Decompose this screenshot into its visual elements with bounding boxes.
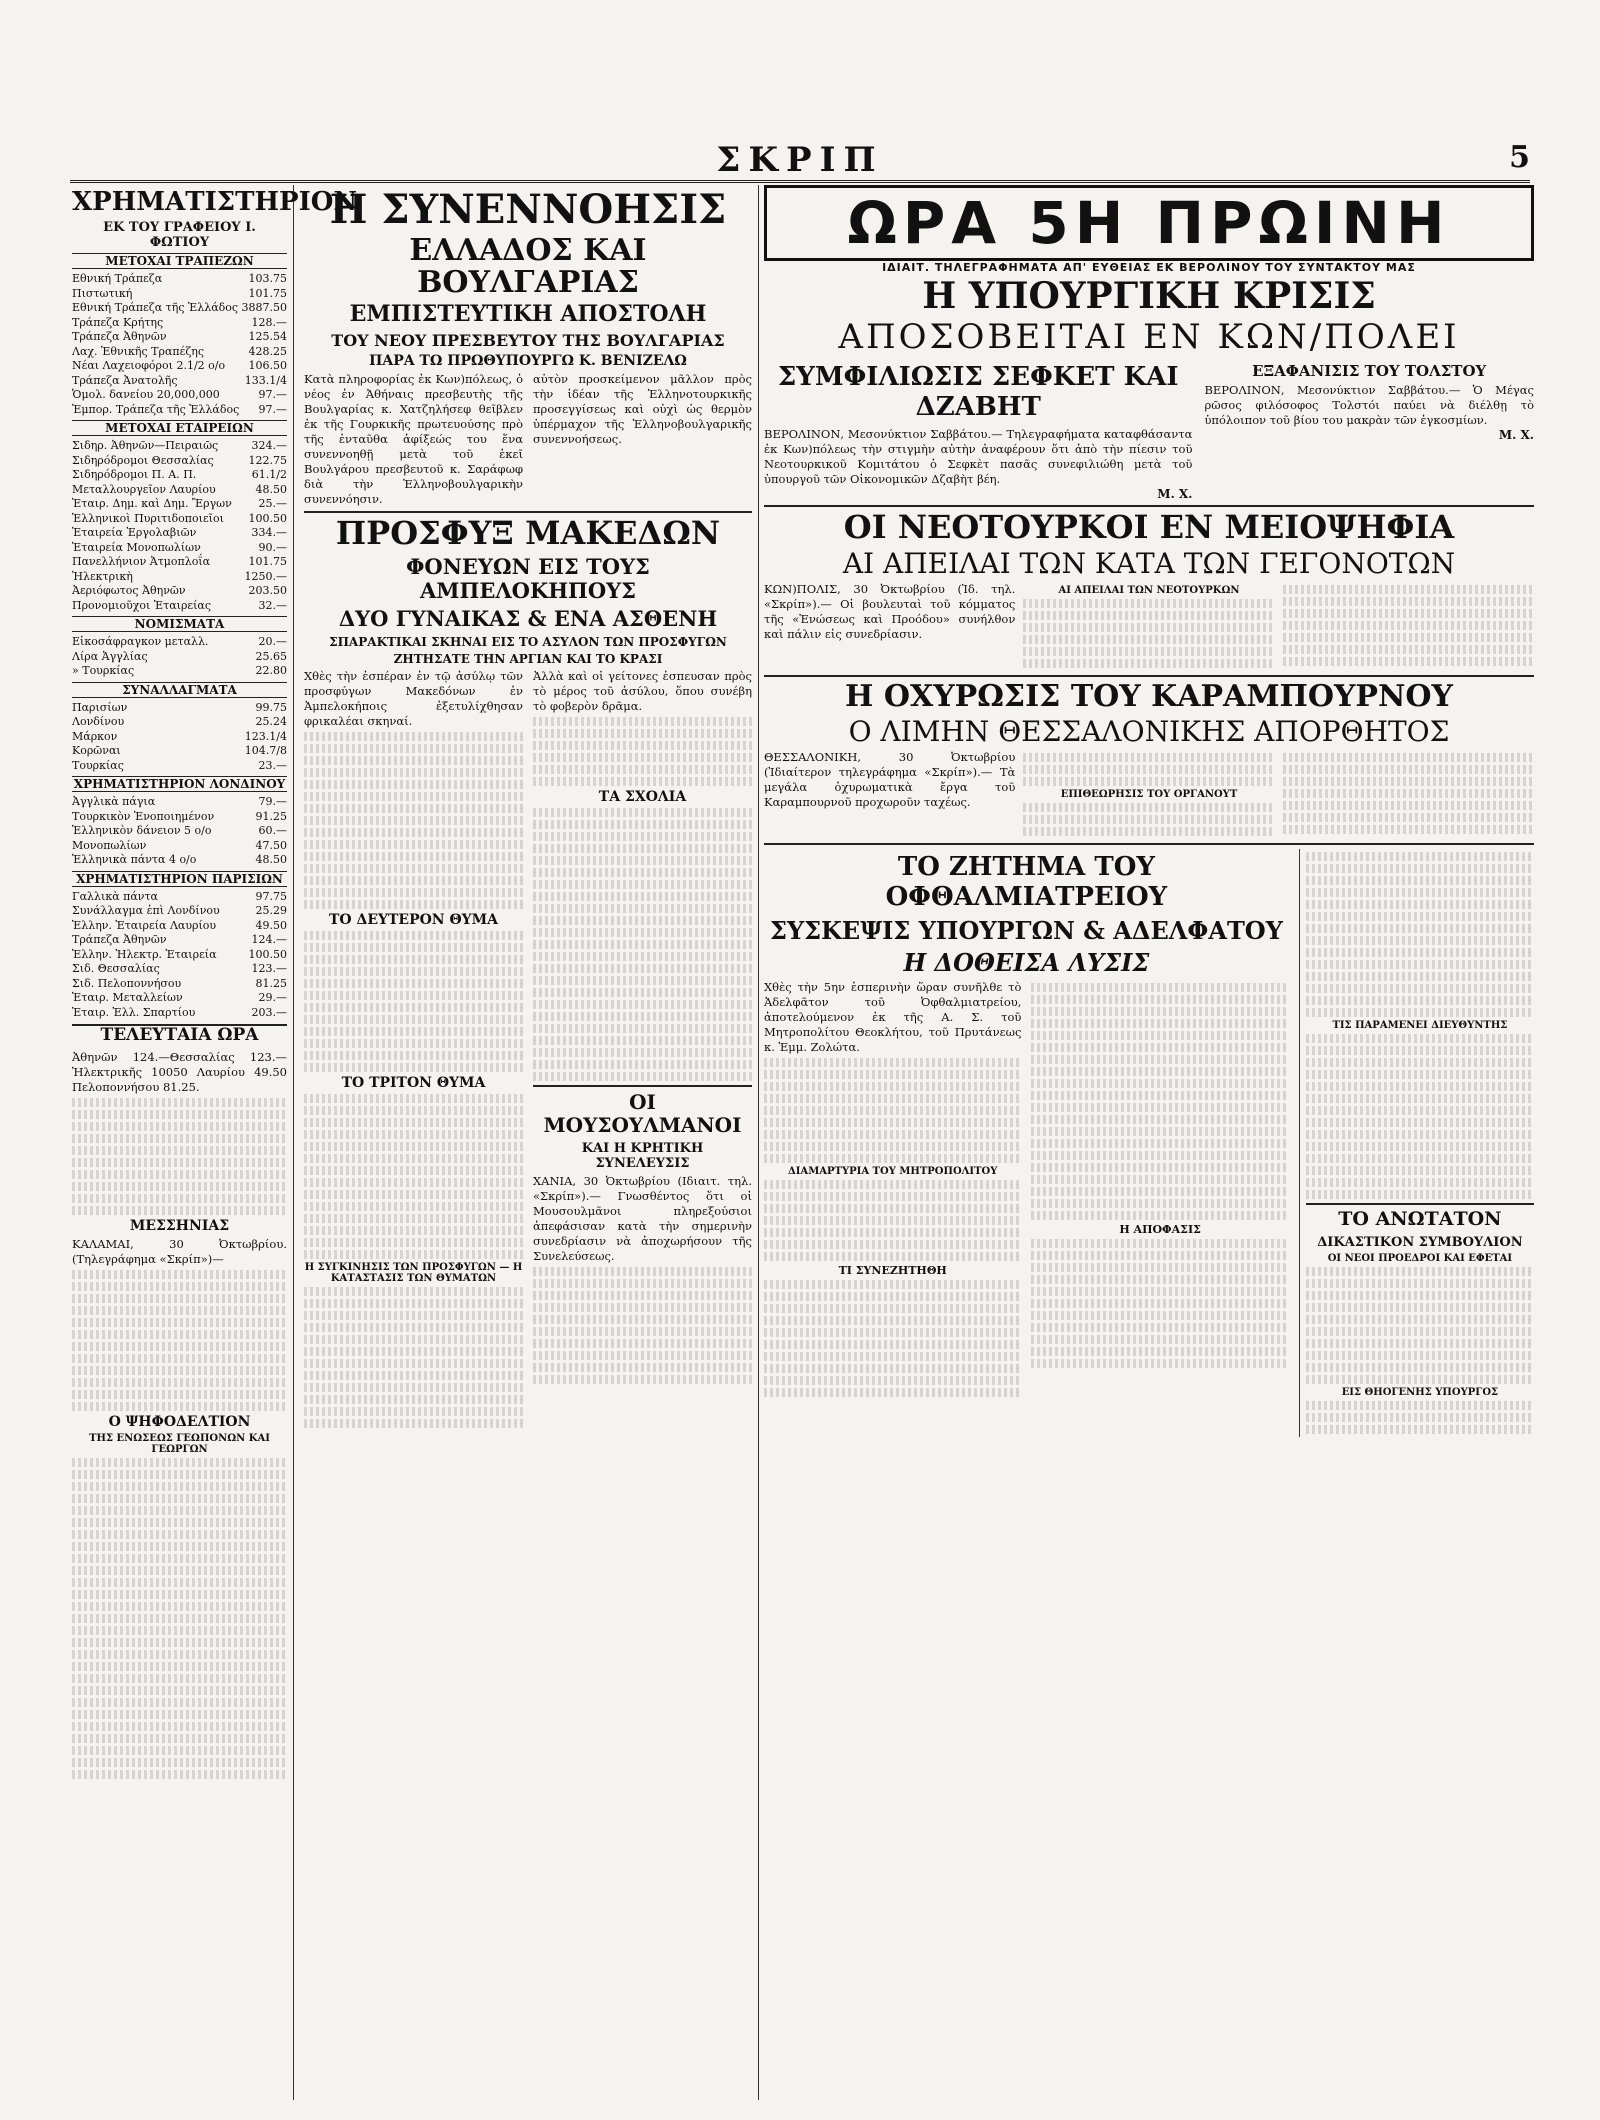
quote-row	[72, 345, 287, 360]
quote-name: Νέαι Λαχειοφόροι 2.1/2 ο/ο	[72, 359, 226, 373]
quote-row	[72, 715, 287, 730]
quote-name: Ἑταιρ. Ἑλλ. Σπαρτίου	[72, 1005, 196, 1019]
quote-value: 106.50	[248, 359, 287, 373]
quote-row	[72, 701, 287, 716]
quote-value: 100.50	[248, 511, 287, 525]
agreement-subheadline: ΕΛΛΑΔΟΣ ΚΑΙ ΒΟΥΛΓΑΡΙΑΣ	[409, 233, 647, 300]
quote-name: Ὁμολ. δανείου 20,000,000	[72, 388, 220, 402]
quote-name: Ἑλλην. Ἑταιρεία Λαυρίου	[72, 918, 217, 932]
bank-shares-heading: ΜΕΤΟΧΑΙ ΤΡΑΠΕΖΩΝ	[72, 253, 287, 269]
quote-row	[72, 483, 287, 498]
quote-name: Τράπεζα Ἀνατολῆς	[72, 373, 178, 387]
paris-list	[72, 890, 287, 1021]
quote-value: 101.75	[248, 555, 287, 569]
quote-value: 97.75	[255, 889, 287, 903]
reconciliation-text: ΒΕΡΟΛΙΝΟΝ, Μεσονύκτιον Σαββάτου.— Τηλεγραφήματα καταφθάσαντα ἐκ Κων)πόλεως τὴν στιγμὴν αὐτὴν ἀναφέρουν ὅτι ἀπὸ τὴν πίεσιν τοῦ Νεοτουρκικοῦ Κομιτάτου ὁ Σεφκὲτ πασᾶς συνεφιλιώθη μετὰ τοῦ ὑπουργοῦ τῶν Οἰκονομικῶν Δζαβὴτ βέη.	[764, 427, 1193, 487]
confidential-mission: ΕΜΠΙΣΤΕΥΤΙΚΗ ΑΠΟΣΤΟΛΗ	[349, 301, 707, 327]
muslims-text: ΧΑΝΙΑ, 30 Ὀκτωβρίου (Ιδιαιτ. τηλ. «Σκρίπ»).— Γνωσθέντος ὅτι οἱ Μουσουλμᾶνοι πληρεξούσιοι ἀπεφάσισαν κατὰ τὴν σημερινὴν συνεδρίασιν νὰ ἀποχωρήσουν τῆς Συνελεύσεως.	[533, 1174, 752, 1264]
masthead	[70, 140, 1530, 183]
last-hour-heading: ΤΕΛΕΥΤΑΙΑ ΩΡΑ	[72, 1024, 287, 1046]
quote-value: 103.75	[248, 272, 287, 286]
right-column	[758, 185, 1534, 2100]
quote-row	[72, 890, 287, 905]
quote-value: 123.1/4	[244, 729, 287, 743]
quote-value: 79.—	[258, 795, 287, 809]
quote-row	[72, 853, 287, 868]
quote-value: 81.25	[255, 976, 287, 990]
quote-value: 125.54	[248, 330, 287, 344]
quote-value: 1250.—	[244, 569, 287, 583]
quote-name: » Τουρκίας	[72, 664, 135, 678]
crisis-averted-headline: ΑΠΟΣΟΒΕΙΤΑΙ ΕΝ ΚΩΝ/ΠΟΛΕΙ	[838, 316, 1460, 357]
quote-value: 25.24	[255, 715, 287, 729]
quote-name: Ἑταιρ. Δημ. καὶ Δημ. Ἔργων	[72, 497, 232, 511]
quote-name: Λαχ. Ἐθνικῆς Τραπέζης	[72, 344, 205, 358]
quote-name: Ἐμπορ. Τράπεζα τῆς Ἑλλάδος	[72, 402, 240, 416]
muslims-headline: ΟΙ ΜΟΥΣΟΥΛΜΑΝΟΙ	[543, 1090, 742, 1138]
quote-name: Κορῶναι	[72, 744, 121, 758]
quote-row	[72, 584, 287, 599]
quote-row	[72, 933, 287, 948]
quote-name: Προνομιοῦχοι Ἑταιρείας	[72, 598, 212, 612]
quote-name: Πανελλήνιον Ἀτμοπλοΐα	[72, 555, 211, 569]
berlin-telegrams-note: ΙΔΙΑΙΤ. ΤΗΛΕΓΡΑΦΗΜΑΤΑ ΑΠ' ΕΥΘΕΙΑΣ ΕΚ ΒΕΡΟΛΙΝΟΥ ΤΟΥ ΣΥΝΤΑΚΤΟΥ ΜΑΣ	[882, 261, 1416, 274]
quote-value: 203.—	[251, 1005, 287, 1019]
quote-name: Λονδίνου	[72, 715, 125, 729]
quote-value: 29.—	[258, 991, 287, 1005]
quote-row	[72, 744, 287, 759]
quote-row	[72, 962, 287, 977]
judicial-council-headline: ΔΙΚΑΣΤΙΚΟΝ ΣΥΜΒΟΥΛΙΟΝ	[1317, 1234, 1523, 1250]
quote-row	[72, 526, 287, 541]
messinia-text: ΚΑΛΑΜΑΙ, 30 Ὀκτωβρίου. (Τηλεγράφημα «Σκρίπ»)—	[72, 1236, 287, 1266]
early-news-banner: ΩΡΑ 5Η ΠΡΩΙΝΗ	[764, 185, 1534, 261]
bureau-title: ΕΚ ΤΟΥ ΓΡΑΦΕΙΟΥ Ι. ΦΩΤΙΟΥ	[103, 220, 256, 251]
quote-value: 25.—	[258, 497, 287, 511]
quote-value: 101.75	[248, 286, 287, 300]
quote-value: 47.50	[255, 838, 287, 852]
inspection-subheading: ΕΠΙΘΕΩΡΗΣΙΣ ΤΟΥ ΟΡΓΑΝΟΥΤ	[1060, 789, 1238, 801]
quote-name: Παρισίων	[72, 700, 128, 714]
quote-name: Σιδ. Θεσσαλίας	[72, 962, 160, 976]
quote-value: 123.—	[251, 962, 287, 976]
young-turks-text: ΚΩΝ)ΠΟΛΙΣ, 30 Ὀκτωβρίου (Ἰδ. τηλ. «Σκρίπ»).— Οἱ βουλευταὶ τοῦ κόμματος τῆς «Ἑνώσεως καὶ Προόδου» συνήλθον καὶ πάλιν εἰς συνεδρίασιν.	[764, 582, 1016, 642]
quote-row	[72, 810, 287, 825]
solution-headline: Η ΔΟΘΕΙΣΑ ΛΥΣΙΣ	[903, 947, 1150, 977]
london-list	[72, 795, 287, 868]
venizelos-line: ΠΑΡΑ ΤΩ ΠΡΩΘΥΠΟΥΡΓΩ Κ. ΒΕΝΙΖΕΛΩ	[369, 353, 687, 370]
page-number: 5	[1509, 140, 1530, 175]
ministerial-crisis-headline: Η ΥΠΟΥΡΓΙΚΗ ΚΡΙΣΙΣ	[922, 275, 1376, 317]
reconciliation-signature: Μ. Χ.	[1157, 487, 1193, 502]
refugee-text-2: Ἀλλὰ καὶ οἱ γείτονες ἐσπευσαν πρὸς τὸ μέρος τοῦ ἀσύλου, ὅπου συνέβη τὸ φοβερὸν δρᾶμα.	[533, 669, 752, 714]
tolstoy-text: ΒΕΡΟΛΙΝΟΝ, Μεσονύκτιον Σαββάτου.— Ὁ Μέγας ρῶσος φιλόσοφος Τολστόι παύει νὰ διέλθῃ τὸ ὑπόλοιπον τοῦ βίου του μακρὰν τῶν ἐγκοσμίων.	[1204, 383, 1534, 428]
ballot-heading: Ο ΨΗΦΟΔΕΛΤΙΟΝ	[108, 1413, 251, 1430]
quote-row	[72, 272, 287, 287]
karaburnu-text: ΘΕΣΣΑΛΟΝΙΚΗ, 30 Ὀκτωβρίου (Ἰδιαίτερον τηλεγράφημα «Σκρίπ»).— Τὰ μεγάλα ὀχυρωματικὰ ἔργα τοῦ Καραμπουρνοῦ προχωροῦν ταχέως.	[764, 750, 1016, 810]
quote-value: 324.—	[251, 439, 287, 453]
currency-heading: ΝΟΜΙΣΜΑΤΑ	[72, 616, 287, 632]
agreement-text-1: Κατὰ πληροφορίας ἐκ Κων)πόλεως, ὁ νέος ἐν Ἀθήναις πρεσβευτὴς τῆς Βουλγαρίας κ. Χατζηλήσεφ θεῖβλεν ἐκ τῆς Γουρκικῆς πρωτευούσης πρὸ τῆς ἐνταῦθα ἀφίξεώς του ἕνα συνεννοηθῇ μετὰ τοῦ ἐκεῖ Βουλγάρου πρεσβευτοῦ κ. Σαράφωφ διὰ τὴν Ἑλληνοβουλγαρικὴν συνεννόησιν.	[304, 372, 523, 507]
quote-row	[72, 454, 287, 469]
quote-row	[72, 904, 287, 919]
paris-heading: ΧΡΗΜΑΤΙΣΤΗΡΙΟΝ ΠΑΡΙΣΙΩΝ	[72, 871, 287, 887]
quote-name: Εἰκοσάφραγκον μεταλλ.	[72, 635, 209, 649]
company-shares-list	[72, 439, 287, 613]
quote-value: 122.75	[248, 453, 287, 467]
quote-name: Ἑταιρεία Ἐργολαβιῶν	[72, 526, 197, 540]
quote-value: 25.29	[255, 904, 287, 918]
quote-name: Σιδηρόδρομοι Π. Α. Π.	[72, 468, 197, 482]
quote-row	[72, 512, 287, 527]
ballot-subheading: ΤΗΣ ΕΝΩΣΕΩΣ ΓΕΩΠΟΝΩΝ ΚΑΙ ΓΕΩΡΓΩΝ	[89, 1432, 270, 1455]
quote-value: 133.1/4	[244, 373, 287, 387]
discussed-subheading: ΤΙ ΣΥΝΕΖΗΤΗΘΗ	[838, 1264, 947, 1278]
quote-name: Τράπεζα Ἀθηνῶν	[72, 330, 167, 344]
quote-name: Ἑταιρεία Μονοπωλίων	[72, 540, 201, 554]
quote-value: 61.1/2	[251, 468, 287, 482]
quote-row	[72, 948, 287, 963]
quote-name: Τράπεζα Κρήτης	[72, 315, 164, 329]
refugee-text-1: Χθὲς τὴν ἑσπέραν ἐν τῷ ἀσύλῳ τῶν προσφύγων Μακεδόνων ἐν Ἀμπελοκήποις ἐξετυλίχθησαν φρικαλέαι σκηναί.	[304, 669, 523, 729]
quote-name: Ἑλληνικὸν δάνειον 5 ο/ο	[72, 824, 212, 838]
quote-value: 25.65	[255, 649, 287, 663]
quote-name: Σιδ. Πελοποννήσου	[72, 976, 182, 990]
refugee-emotion-heading: Η ΣΥΓΚΙΝΗΣΙΣ ΤΩΝ ΠΡΟΣΦΥΓΩΝ — Η ΚΑΤΑΣΤΑΣΙΣ ΤΩΝ ΘΥΜΑΤΩΝ	[304, 1262, 523, 1285]
quote-name: Ἠλεκτρικὴ	[72, 569, 133, 583]
refugee-victims: ΔΥΟ ΓΥΝΑΙΚΑΣ & ΕΝΑ ΑΣΘΕΝΗ	[338, 606, 718, 632]
quote-row	[72, 468, 287, 483]
quote-row	[72, 359, 287, 374]
second-victim-heading: ΤΟ ΔΕΥΤΕΡΟΝ ΘΥΜΑ	[328, 912, 499, 929]
exchange-list	[72, 701, 287, 774]
quote-row	[72, 795, 287, 810]
quote-value: 49.50	[255, 918, 287, 932]
middle-column	[298, 185, 759, 2100]
comments-heading: ΤΑ ΣΧΟΛΙΑ	[598, 789, 687, 806]
karaburnu-headline: Η ΟΧΥΡΩΣΙΣ ΤΟΥ ΚΑΡΑΜΠΟΥΡΝΟΥ	[845, 679, 1453, 715]
quote-value: 48.50	[255, 853, 287, 867]
quote-value: 128.—	[251, 315, 287, 329]
stock-exchange-title: ΧΡΗΜΑΤΙΣΤΗΡΙΟΝ	[72, 187, 358, 217]
quote-row	[72, 977, 287, 992]
quote-value: 32.—	[258, 598, 287, 612]
quote-row	[72, 330, 287, 345]
quote-value: 23.—	[258, 758, 287, 772]
director-subheading: ΤΙΣ ΠΑΡΑΜΕΝΕΙ ΔΙΕΥΘΥΝΤΗΣ	[1332, 1020, 1508, 1032]
quote-row	[72, 316, 287, 331]
london-heading: ΧΡΗΜΑΤΙΣΤΗΡΙΟΝ ΛΟΝΔΙΝΟΥ	[73, 777, 286, 792]
quote-value: 91.25	[255, 809, 287, 823]
supreme-council-headline: ΤΟ ΑΝΩΤΑΤΟΝ	[1338, 1208, 1502, 1231]
messinia-heading: ΜΕΣΣΗΝΙΑΣ	[129, 1217, 230, 1234]
minister-subheading: ΕΙΣ ΘΗΟΓΕΝΗΣ ΥΠΟΥΡΓΟΣ	[1341, 1386, 1499, 1398]
quote-row	[72, 388, 287, 403]
quote-row	[72, 824, 287, 839]
quote-name: Σιδηρ. Ἀθηνῶν—Πειραιῶς	[72, 439, 219, 453]
quote-value: 48.50	[255, 482, 287, 496]
quote-row	[72, 1006, 287, 1021]
quote-name: Ἀεριόφωτος Ἀθηνῶν	[72, 584, 186, 598]
quote-row	[72, 599, 287, 614]
refugee-demand: ΖΗΤΗΣΑΤΕ ΤΗΝ ΑΡΓΙΑΝ ΚΑΙ ΤΟ ΚΡΑΣΙ	[393, 652, 663, 667]
agreement-text-2: αὐτὸν προσκείμενον μᾶλλον πρὸς τὴν ἰδέαν τῆς Ἑλληνοτουρκικῆς προσεγγίσεως καὶ οὐχὶ ὡς θερμὸν ὑπέρμαχον τῆς Ἑλληνοβουλγαρικῆς συνεννοήσεως.	[533, 372, 752, 447]
quote-value: 203.50	[248, 584, 287, 598]
quote-row	[72, 403, 287, 418]
quote-value: 60.—	[258, 824, 287, 838]
quote-row	[72, 374, 287, 389]
thessaloniki-port-headline: Ο ΛΙΜΗΝ ΘΕΣΣΑΛΟΝΙΚΗΣ ΑΠΟΡΘΗΤΟΣ	[848, 714, 1450, 748]
quote-name: Μεταλλουργεῖον Λαυρίου	[72, 482, 216, 496]
young-turks-headline: ΟΙ ΝΕΟΤΟΥΡΚΟΙ ΕΝ ΜΕΙΟΨΗΦΙΑ	[843, 508, 1455, 547]
tolstoy-headline: ΕΞΑΦΑΝΙΣΙΣ ΤΟΥ ΤΟΛΣΤΟΥ	[1252, 362, 1487, 381]
threats-subheading: ΑΙ ΑΠΕΙΛΑΙ ΤΩΝ ΝΕΟΤΟΥΡΚΩΝ	[1058, 585, 1240, 597]
quote-value: 97.—	[258, 402, 287, 416]
quote-row	[72, 650, 287, 665]
quote-row	[72, 759, 287, 774]
ophthalmic-headline: ΤΟ ΖΗΤΗΜΑ ΤΟΥ ΟΦΘΑΛΜΙΑΤΡΕΙΟΥ	[885, 852, 1168, 913]
quote-value: 334.—	[251, 526, 287, 540]
ophthalmic-text: Χθὲς τὴν 5ην ἑσπερινὴν ὥραν συνῆλθε τὸ Ἀδελφᾶτον τοῦ Ὀφθαλμιατρείου, ἀποτελούμενον ἐκ τῆς Α. Σ. τοῦ Μητροπολίτου Θεοκλήτου, τοῦ Πρυτάνεως κ. Ἐμμ. Ζολώτα.	[764, 980, 1022, 1055]
quote-value: 99.75	[255, 700, 287, 714]
currency-list	[72, 635, 287, 679]
quote-value: 22.80	[255, 664, 287, 678]
quote-value: 104.7/8	[244, 744, 287, 758]
quote-row	[72, 570, 287, 585]
bank-shares-list	[72, 272, 287, 417]
quote-name: Ἑλληνικοὶ Πυριτιδοποιεῖοι	[72, 511, 224, 525]
quote-row	[72, 497, 287, 512]
new-presidents-subheading: ΟΙ ΝΕΟΙ ΠΡΟΕΔΡΟΙ ΚΑΙ ΕΦΕΤΑΙ	[1327, 1252, 1513, 1264]
quote-row	[72, 839, 287, 854]
quote-value: 100.50	[248, 947, 287, 961]
quote-name: Τουρκικὸν Ἑνοποιημένον	[72, 809, 215, 823]
newspaper-title: ΣΚΡΙΠ	[716, 140, 884, 180]
exchange-heading: ΣΥΝΑΛΛΑΓΜΑΤΑ	[72, 682, 287, 698]
stock-exchange-column	[72, 185, 358, 2100]
quote-name: Εθνική Τράπεζα	[72, 272, 163, 286]
quote-name: Ἑλληνικὰ πάντα 4 ο/ο	[72, 853, 197, 867]
quote-name: Λίρα Ἀγγλίας	[72, 649, 148, 663]
quote-value: 428.25	[248, 344, 287, 358]
quote-name: Τουρκίας	[72, 758, 124, 772]
company-shares-heading: ΜΕΤΟΧΑΙ ΕΤΑΙΡΕΙΩΝ	[72, 420, 287, 436]
quote-row	[72, 730, 287, 745]
quote-name: Συνάλλαγμα ἐπὶ Λονδίνου	[72, 904, 220, 918]
refugee-subheadline: ΦΟΝΕΥΩΝ ΕΙΣ ΤΟΥΣ ΑΜΠΕΛΟΚΗΠΟΥΣ	[406, 553, 650, 604]
quote-value: 90.—	[258, 540, 287, 554]
reconciliation-headline: ΣΥΜΦΙΛΙΩΣΙΣ ΣΕΦΚΕΤ ΚΑΙ ΔΖΑΒΗΤ	[777, 362, 1179, 423]
cretan-assembly-headline: ΚΑΙ Η ΚΡΗΤΙΚΗ ΣΥΝΕΛΕΥΣΙΣ	[581, 1141, 704, 1172]
quote-row	[72, 439, 287, 454]
protest-subheading: ΔΙΑΜΑΡΤΥΡΙΑ ΤΟΥ ΜΗΤΡΟΠΟΛΙΤΟΥ	[788, 1166, 998, 1178]
ministers-meeting-headline: ΣΥΣΚΕΨΙΣ ΥΠΟΥΡΓΩΝ & ΑΔΕΛΦΑΤΟΥ	[769, 915, 1283, 945]
quote-name: Εθνική Τράπεζα τῆς Ἑλλάδος	[72, 301, 239, 315]
quote-name: Σιδηρόδρομοι Θεσσαλίας	[72, 453, 214, 467]
quote-value: 97.—	[258, 388, 287, 402]
young-turks-threats: ΑΙ ΑΠΕΙΛΑΙ ΤΩΝ ΚΑΤΑ ΤΩΝ ΓΕΓΟΝΟΤΩΝ	[842, 546, 1456, 580]
quote-row	[72, 635, 287, 650]
quote-name: Πιστωτική	[72, 286, 133, 300]
quote-name: Μάρκον	[72, 729, 118, 743]
tolstoy-signature: Μ. Χ.	[1498, 428, 1534, 443]
ambassador-line: ΤΟΥ ΝΕΟΥ ΠΡΕΣΒΕΥΤΟΥ ΤΗΣ ΒΟΥΛΓΑΡΙΑΣ	[331, 331, 725, 351]
quote-name: Ἑλλην. Ἠλεκτρ. Ἑταιρεία	[72, 947, 217, 961]
quote-value: 3887.50	[241, 301, 287, 315]
quote-row	[72, 555, 287, 570]
quote-name: Γαλλικὰ πάντα	[72, 889, 158, 903]
quote-row	[72, 919, 287, 934]
quote-value: 124.—	[251, 933, 287, 947]
quote-row	[72, 287, 287, 302]
refugee-scenes: ΣΠΑΡΑΚΤΙΚΑΙ ΣΚΗΝΑΙ ΕΙΣ ΤΟ ΑΣΥΛΟΝ ΤΩΝ ΠΡΟΣΦΥΓΩΝ	[329, 635, 727, 650]
refugee-headline: ΠΡΟΣΦΥΞ ΜΑΚΕΔΩΝ	[335, 514, 721, 553]
decision-subheading: Η ΑΠΟΦΑΣΙΣ	[1119, 1223, 1201, 1237]
quote-name: Τράπεζα Ἀθηνῶν	[72, 933, 167, 947]
quote-row	[72, 991, 287, 1006]
quote-row	[72, 664, 287, 679]
third-victim-heading: ΤΟ ΤΡΙΤΟΝ ΘΥΜΑ	[341, 1075, 486, 1092]
quote-row	[72, 301, 287, 316]
quote-name: Ἀγγλικὰ πάγια	[72, 795, 156, 809]
quote-name: Ἑταιρ. Μεταλλείων	[72, 991, 183, 1005]
agreement-headline: Η ΣΥΝΕΝΝΟΗΣΙΣ	[329, 186, 727, 233]
last-hour-text: Ἀθηνῶν 124.—Θεσσαλίας 123.—Ἠλεκτρικῆς 10050 Λαυρίου 49.50 Πελοποννήσου 81.25.	[72, 1049, 287, 1094]
quote-name: Μονοπωλίων	[72, 838, 147, 852]
quote-value: 20.—	[258, 635, 287, 649]
quote-row	[72, 541, 287, 556]
